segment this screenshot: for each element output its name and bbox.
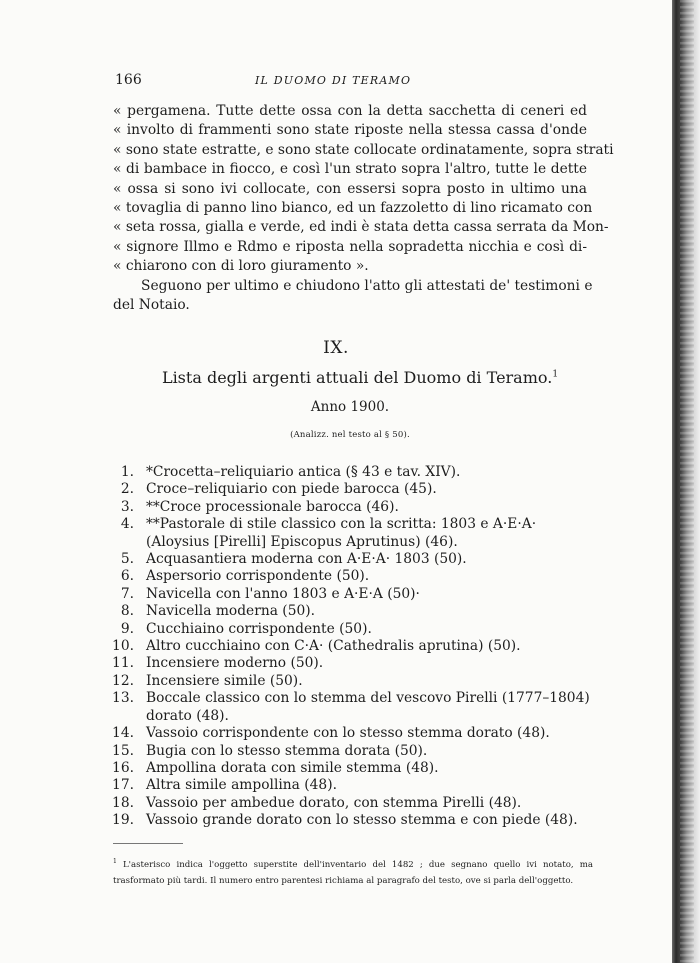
list-item [108,690,594,725]
list-item [108,725,594,742]
list-item [108,621,594,638]
item-number: 6. [120,568,134,585]
list-item [108,499,594,516]
footnote-reference: 1 [552,369,559,380]
item-text: Altra simile ampollina (48). [146,777,337,794]
item-number: 15. [112,742,134,759]
item-number: 5. [120,551,134,568]
item-text: Incensiere simile (50). [146,672,303,689]
item-number: 12. [112,672,134,689]
item-text: Acquasantiera moderna con A·E·A· 1803 (50). [146,551,467,568]
item-number: 14. [112,725,134,742]
text-line: « ossa si sono ivi collocate, con essersi sopra posto in ultimo una [113,180,587,197]
list-item [108,743,594,760]
item-text: **Pastorale di stile classico con la scritta: 1803 e A·E·A· (Aloysius [Pirelli] Episcopus Aprutinus) (46). [146,516,537,550]
item-number: 17. [112,777,134,794]
footnote-mark: 1 [113,858,117,865]
list-item [108,777,594,794]
item-text: Cucchiaino corrispondente (50). [146,620,372,637]
list-item [108,481,594,498]
page-edge-texture [680,0,694,963]
item-text: Vassoio per ambedue dorato, con stemma Pirelli (48). [146,794,522,811]
item-text: Vassoio corrispondente con lo stesso stemma dorato (48). [146,725,550,742]
footnote-text: L'asterisco indica l'oggetto superstite dell'inventario del 1482 ; due segnano quello ivi notato, ma trasformato più tardi. Il numero entro parentesi richiama al paragrafo del testo, ove si parla dell'oggetto. [113,859,593,886]
footnote-divider [113,843,183,844]
item-text: Navicella moderna (50). [146,603,316,620]
running-title: IL DUOMO DI TERAMO [255,74,412,87]
list-item [108,464,594,481]
text-line: « tovaglia di panno lino bianco, ed un fazzoletto di lino ricamato con [113,199,593,216]
item-number: 2. [120,481,134,498]
item-number: 16. [112,759,134,776]
text-line: « seta rossa, gialla e verde, ed indi è stata detta cassa serrata da Mon- [113,219,609,236]
item-text: Boccale classico con lo stemma del vescovo Pirelli (1777–1804) dorato (48). [146,690,590,724]
item-number: 10. [112,638,134,655]
item-number: 18. [112,794,134,811]
item-number: 1. [120,464,134,480]
list-item [108,760,594,777]
item-text: *Crocetta–reliquiario antica (§ 43 e tav. XIV). [146,464,461,480]
item-text: **Croce processionale barocca (46). [146,498,399,515]
text-line: « signore Illmo e Rdmo e riposta nella sopradetta nicchia e così di- [113,238,587,255]
item-text: Bugia con lo stesso stemma dorata (50). [146,742,428,759]
page-number: 166 [115,72,142,88]
text-line: « involto di frammenti sono state riposte nella stessa cassa d'onde [113,122,587,139]
list-item [108,603,594,620]
list-item [108,812,594,829]
section-number: IX. [323,338,349,358]
item-number: 8. [120,603,134,620]
closing-line: Seguono per ultimo e chiudono l'atto gli attestati de' testimoni e [141,277,593,294]
continued-quotation [113,102,614,315]
section-reference: (Analizz. nel testo al § 50). [290,430,410,440]
list-item [108,586,594,603]
list-item [108,673,594,690]
page-header [115,72,585,92]
section-title-text: Lista degli argenti attuali del Duomo di Teramo. [161,368,553,387]
text-line: « chiarono con di loro giuramento ». [113,258,369,275]
item-number: 7. [120,585,134,602]
item-text: Aspersorio corrispondente (50). [146,568,370,585]
list-item [108,638,594,655]
closing-line: del Notaio. [113,296,190,313]
text-line: « pergamena. Tutte dette ossa con la detta sacchetta di ceneri ed [113,103,587,119]
item-text: Vassoio grande dorato con lo stesso stemma e con piede (48). [146,812,578,829]
item-number: 19. [112,812,134,829]
list-item [108,795,594,812]
item-text: Navicella con l'anno 1803 e A·E·A (50)· [146,585,420,602]
item-number: 3. [120,498,134,515]
item-number: 13. [112,690,134,707]
footnote [113,854,593,889]
item-number: 11. [112,655,134,672]
item-number: 4. [120,516,134,533]
item-text: Incensiere moderno (50). [146,655,324,672]
inventory-list [108,464,594,830]
list-item [108,516,594,551]
list-item [108,551,594,568]
item-text: Altro cucchiaino con C·A· (Cathedralis aprutina) (50). [146,638,521,655]
section-year: Anno 1900. [310,399,390,415]
text-line: « di bambace in fiocco, e così l'un strato sopra l'altro, tutte le dette [113,161,587,178]
item-number: 9. [120,620,134,637]
item-text: Ampollina dorata con simile stemma (48). [146,759,439,776]
item-text: Croce–reliquiario con piede barocca (45). [146,481,437,498]
list-item [108,568,594,585]
text-line: « sono state estratte, e sono state collocate ordinatamente, sopra strati [113,141,614,158]
section-title [0,368,700,387]
list-item [108,655,594,672]
